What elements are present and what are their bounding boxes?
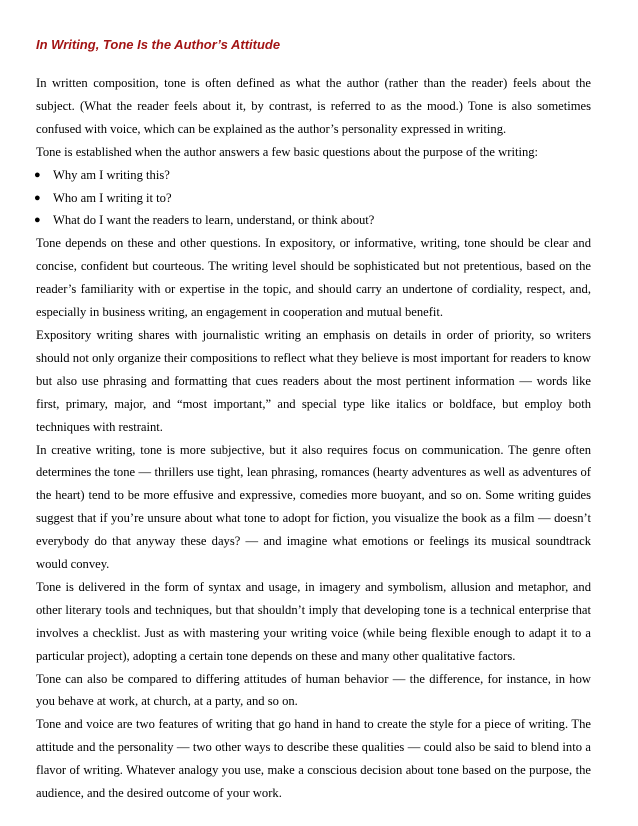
- list-item: ● Why am I writing this?: [36, 164, 591, 187]
- paragraph-expository-tone: Tone depends on these and other questions. In expository, or informative, writing, tone should be clear and concise, confident but courteous. The writing level should be sophisticated but not pretentious, based on the reader’s familiarity with or expertise in the topic, and should carry an undertone of cordiality, respect, and, especially in business writing, an engagement in cooperation and mutual benefit.: [36, 236, 591, 320]
- list-item: ● Who am I writing it to?: [36, 187, 591, 210]
- paragraph-delivery: Tone is delivered in the form of syntax and usage, in imagery and symbolism, allusion and metaphor, and other literary tools and techniques, but that shouldn’t imply that developing tone is a technical enterprise that involves a checklist. Just as with mastering your writing voice (while being flexible enough to adapt it to a particular project), adopting a certain tone depends on these and many other qualitative factors.: [36, 579, 591, 663]
- bullet-icon: ●: [34, 214, 41, 227]
- paragraph-journalistic: Expository writing shares with journalistic writing an emphasis on details in order of priority, so writers should not only organize their compositions to reflect what they believe is most important for readers to know but also use phrasing and formatting that cues readers about the most pertinent information — words like first, primary, major, and “most important,” and special type like italics or boldface, but employ both techniques with restraint.: [36, 327, 591, 434]
- list-item: ● What do I want the readers to learn, understand, or think about?: [36, 209, 591, 232]
- document-page: [36, 36, 591, 805]
- paragraph-definition: In written composition, tone is often defined as what the author (rather than the reader) feels about the subject. (What the reader feels about it, by contrast, is referred to as the mood.) Tone is also sometimes confused with voice, which can be explained as the author’s personality expressed in writing.: [36, 76, 591, 136]
- paragraph-behavior: Tone can also be compared to differing attitudes of human behavior — the difference, for instance, in how you behave at work, at church, at a party, and so on.: [36, 671, 591, 709]
- paragraph-creative: In creative writing, tone is more subjective, but it also requires focus on communication. The genre often determines the tone — thrillers use tight, lean phrasing, romances (hearty adventures as well as adventures of the heart) tend to be more effusive and expressive, comedies more buoyant, and so on. Some writing guides suggest that if you’re unsure about what tone to adopt for fiction, you visualize the book as a film — doesn’t everybody do that anyway these days? — and imagine what emotions or feelings its musical soundtrack would convey.: [36, 442, 591, 572]
- bullet-icon: ●: [34, 168, 41, 181]
- bullet-icon: ●: [34, 191, 41, 204]
- document-title: In Writing, Tone Is the Author’s Attitude: [36, 37, 281, 52]
- questions-list: [36, 164, 591, 233]
- document-body: [36, 72, 591, 805]
- paragraph-questions-intro: Tone is established when the author answers a few basic questions about the purpose of the writing:: [36, 144, 539, 159]
- paragraph-tone-voice: Tone and voice are two features of writing that go hand in hand to create the style for a piece of writing. The attitude and the personality — two other ways to describe these qualities — could also be said to blend into a flavor of writing. Whatever analogy you use, make a conscious decision about tone based on the purpose, the audience, and the desired outcome of your work.: [36, 717, 591, 801]
